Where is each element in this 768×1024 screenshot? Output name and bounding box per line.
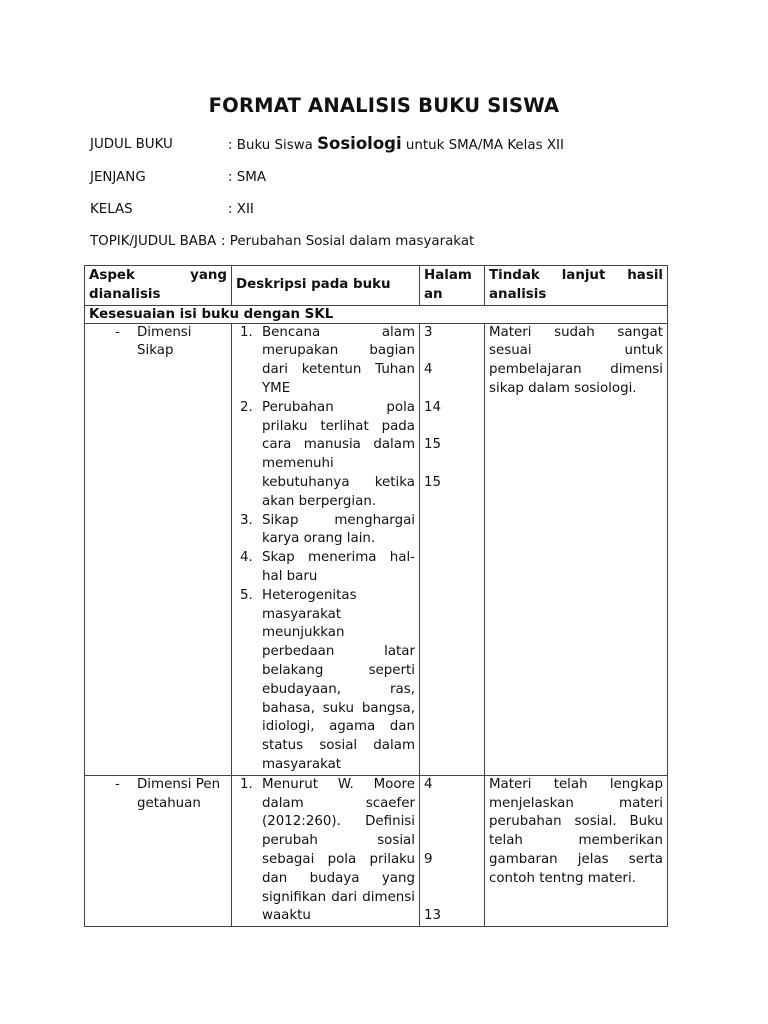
- page-spacer: [424, 342, 480, 361]
- meta-kelas-key: KELAS: [90, 202, 133, 217]
- aspek-dash: -: [115, 776, 120, 792]
- item-text: Bencana alam merupakan bagian dari ketentun Tuhan YME: [262, 324, 415, 396]
- item-text: Perubahan pola prilaku terlihat pada cara manusia dalam memenuhi kebutuhanya ketika akan berpergian.: [262, 399, 415, 509]
- page-spacer: [424, 795, 480, 814]
- list-item: [236, 399, 415, 512]
- header-halaman-line2: an: [424, 286, 443, 302]
- deskripsi-cell: [232, 323, 420, 775]
- halaman-cell: [420, 775, 485, 926]
- header-deskripsi: Deskripsi pada buku: [232, 266, 420, 306]
- page-spacer: [424, 418, 480, 437]
- list-item: [236, 587, 415, 775]
- item-text: Menurut W. Moore dalam scaefer (2012:260). Definisi perubah sosial sebagai pola prilaku dan budaya yang signifikan dari dimensi waaktu: [262, 776, 415, 924]
- page-spacer: [424, 870, 480, 889]
- deskripsi-cell: [232, 775, 420, 926]
- table-row: [85, 323, 668, 775]
- meta-judul-subject: Sosiologi: [317, 134, 402, 153]
- meta-topik-key: TOPIK/JUDUL BABA: [90, 234, 217, 249]
- item-number: 1.: [240, 324, 253, 340]
- tindak-cell: Materi telah lengkap menjelaskan materi perubahan sosial. Buku telah memberikan gambaran jelas serta contoh tentng materi.: [485, 775, 668, 926]
- item-number: 5.: [240, 587, 253, 603]
- item-number: 4.: [240, 550, 253, 566]
- deskripsi-list: [236, 324, 415, 775]
- section-title: Kesesuaian isi buku dengan SKL: [85, 305, 668, 323]
- tindak-cell: Materi sudah sangat sesuai untuk pembelajaran dimensi sikap dalam sosiologi.: [485, 323, 668, 775]
- meta-jenjang-key: JENJANG: [90, 170, 146, 185]
- page-number: 15: [424, 437, 442, 453]
- page-number: 4: [424, 776, 433, 792]
- meta-judul-key: JUDUL BUKU: [90, 137, 173, 152]
- aspek-label: Dimensi Sikap: [137, 324, 192, 359]
- item-text: Sikap menghargai karya orang lain.: [262, 512, 415, 547]
- page-spacer: [424, 889, 480, 908]
- page-number: 15: [424, 474, 442, 490]
- aspek-cell: [85, 323, 232, 775]
- page-spacer: [424, 380, 480, 399]
- list-item: [236, 324, 415, 399]
- halaman-cell: [420, 323, 485, 775]
- aspek-label: Dimensi Pengetahuan: [137, 776, 221, 811]
- meta-judul-suffix: untuk SMA/MA Kelas XII: [401, 138, 564, 153]
- header-halaman-line1: Halam: [424, 268, 472, 283]
- header-tindak-line1: Tindak lanjut hasil: [489, 268, 663, 283]
- list-item: [236, 512, 415, 550]
- header-tindak: [485, 266, 668, 306]
- page-number: 13: [424, 908, 442, 924]
- page-spacer: [424, 813, 480, 832]
- list-item: [236, 549, 415, 587]
- page-number: 4: [424, 362, 433, 378]
- table-row: [85, 775, 668, 926]
- table-header-row: [85, 266, 668, 306]
- item-text: Skap menerima hal-hal baru: [262, 550, 415, 584]
- meta-topik-value: : Perubahan Sosial dalam masyarakat: [221, 234, 475, 249]
- page-number: 3: [424, 324, 433, 340]
- header-aspek-line1: Aspek yang: [89, 268, 227, 283]
- meta-judul-prefix: : Buku Siswa: [228, 138, 318, 153]
- header-aspek: [85, 266, 232, 306]
- aspek-dash: -: [115, 324, 120, 340]
- analysis-table: [84, 265, 668, 927]
- meta-judul-value: [228, 134, 564, 153]
- document-title: FORMAT ANALISIS BUKU SISWA: [208, 94, 560, 117]
- item-number: 3.: [240, 512, 253, 528]
- deskripsi-list: [236, 776, 415, 926]
- item-number: 1.: [240, 776, 253, 792]
- page-spacer: [424, 832, 480, 851]
- header-halaman: [420, 266, 485, 306]
- header-aspek-line2: dianalisis: [89, 286, 161, 302]
- list-item: [236, 776, 415, 926]
- page-spacer: [424, 455, 480, 474]
- aspek-cell: [85, 775, 232, 926]
- meta-kelas-value: : XII: [228, 202, 254, 217]
- header-tindak-line2: analisis: [489, 286, 547, 302]
- section-row: [85, 305, 668, 323]
- item-text: Heterogenitas masyarakat meunjukkan perbedaan latar belakang seperti ebudayaan, ras, bahasa, suku bangsa, idiologi, agama dan status sosial dalam masyarakat: [262, 587, 415, 772]
- meta-jenjang-value: : SMA: [228, 170, 266, 185]
- item-number: 2.: [240, 399, 253, 415]
- page-number: 14: [424, 399, 442, 415]
- page-number: 9: [424, 851, 433, 867]
